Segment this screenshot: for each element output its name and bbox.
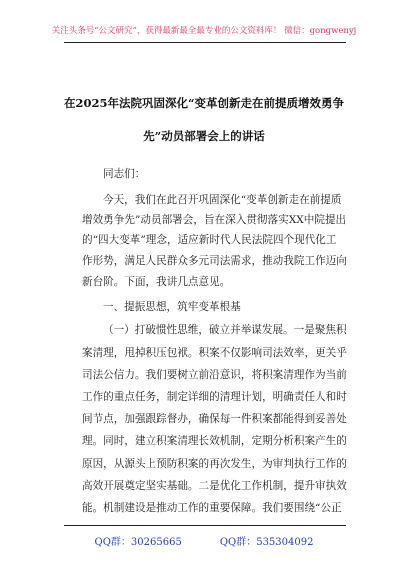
salutation: 同志们： bbox=[103, 168, 146, 180]
body-line: 作形势，满足人民群众多元司法需求，推动我院工作迈向 bbox=[82, 255, 347, 267]
header-banner: 关注头条号“公文研究”，获得最新最全最专业的公文资料库！ 微信：gongwenyj bbox=[51, 26, 357, 36]
body-line: 新台阶。下面，我讲几点意见。 bbox=[82, 276, 231, 288]
document-title-line-2: 先”动员部署会上的讲话 bbox=[143, 129, 265, 143]
header-divider bbox=[64, 42, 346, 43]
body-line: 高效开展奠定坚实基础。二是优化工作机制，提升审执效 bbox=[82, 480, 347, 492]
body-line: 今天，我们在此召开巩固深化“变革创新走在前提质 bbox=[103, 194, 342, 206]
body-line: 能。机制建设是推动工作的重要保障。我们要围绕“公正 bbox=[82, 502, 342, 514]
body-line: 工作的重点任务，制定详细的清理计划，明确责任人和时 bbox=[82, 391, 347, 403]
body-line: 案清理，甩掉积压包袱。积案不仅影响司法效率，更关乎 bbox=[82, 347, 347, 359]
body-line: （一）打破惯性思维，破立并举谋发展。一是聚焦积 bbox=[103, 324, 347, 336]
section-heading: 一、提振思想，筑牢变革根基 bbox=[103, 301, 241, 313]
footer-qq-group-1: QQ群：30265665 bbox=[94, 537, 182, 548]
body-line: 的“四大变革”理念，适应新时代人民法院四个现代化工 bbox=[82, 234, 337, 246]
footer-qq-group-2: QQ群：535304092 bbox=[219, 537, 314, 548]
body-line: 间节点，加强跟踪督办，确保每一件积案都能得到妥善处 bbox=[82, 413, 347, 425]
body-line: 司法公信力。我们要树立前沿意识，将积案清理作为当前 bbox=[82, 369, 347, 381]
body-line: 理。同时，建立积案清理长效机制，定期分析积案产生的 bbox=[82, 435, 347, 447]
body-line: 原因，从源头上预防积案的再次发生，为审判执行工作的 bbox=[82, 458, 347, 470]
document-title-line-1: 在2025年法院巩固深化“变革创新走在前提质增效勇争 bbox=[63, 96, 345, 110]
footer bbox=[0, 533, 408, 548]
body-line: 增效勇争先”动员部署会，旨在深入贯彻落实XX中院提出 bbox=[82, 214, 347, 226]
footer-divider bbox=[64, 525, 346, 526]
